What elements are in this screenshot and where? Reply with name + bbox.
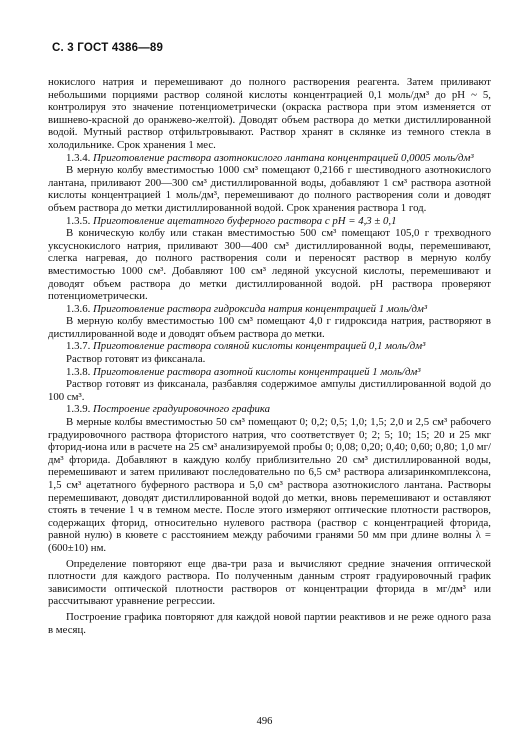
page-header: С. 3 ГОСТ 4386—89: [52, 42, 164, 54]
paragraph: В коническую колбу или стакан вместимостью 500 см³ помещают 105,0 г трехводного уксуснокислого натрия, приливают 300—400 см³ дистиллированной воды, перемешивают, слегка нагревая, до полного растворения соли и переносят раствор в мерную колбу вместимостью 1000 см³. Добавляют 100 см³ ледяной уксусной кислоты, перемешивают и доводят объем раствора до метки дистиллированной водой. pH раствора проверяют потенциометрически.: [48, 227, 491, 303]
paragraph: В мерную колбу вместимостью 100 см³ помещают 4,0 г гидроксида натрия, растворяют в дистиллированной воде и доводят объем раствора до метки.: [48, 315, 491, 340]
section-number: 1.3.6.: [66, 302, 91, 315]
paragraph: Раствор готовят из фиксанала, разбавляя содержимое ампулы дистиллированной водой до 100 см³.: [48, 378, 491, 403]
paragraph: Построение графика повторяют для каждой новой партии реактивов и не реже одного раза в месяц.: [48, 610, 491, 636]
paragraph: В мерные колбы вместимостью 50 см³ помещают 0; 0,2; 0,5; 1,0; 1,5; 2,0 и 2,5 см³ рабочего градуировочного раствора фтористого натрия, что соответствует 0; 2; 5; 10; 15; 20 и 25 мкг фторид-иона или в расчете на 25 см³ анализируемой пробы 0; 0,08; 0,20; 0,40; 0,60; 0,80; 1,0 мг/дм³ фторида. Добавляют в каждую колбу приблизительно 20 см³ дистиллированной воды, перемешивают и затем приливают последовательно по 6,5 см³ раствора ализаринкомплексона, 1,5 см³ ацетатного буферного раствора и 5,0 см³ раствора азотнокислого лантана. Растворы перемешивают, доводят дистиллированной водой до метки, вновь перемешивают и оставляют стоять в течение 1 ч в темном месте. После этого измеряют оптические плотности растворов, содержащих фторид, относительно нулевого раствора (раствор с концентрацией фторида, равной нулю) в кювете с расстоянием между рабочими гранями 50 мм при длине волны λ = (600±10) нм.: [48, 416, 491, 554]
section-title: Приготовление раствора соляной кислоты концентрацией 0,1 моль/дм³: [93, 340, 426, 353]
paragraph: В мерную колбу вместимостью 1000 см³ помещают 0,2166 г шестиводного азотнокислого лантана, приливают 200—300 см³ дистиллированной воды, добавляют 1 см³ раствора азотной кислоты концентрацией 1 моль/дм³, перемешивают до полного растворения соли и доводят объем раствора до метки дистиллированной водой. Срок хранения раствора 1 год.: [48, 164, 491, 214]
section-title: Приготовление раствора азотной кислоты концентрацией 1 моль/дм³: [93, 365, 421, 378]
section-heading: [48, 303, 491, 316]
section-number: 1.3.8.: [66, 365, 91, 378]
section-number: 1.3.5.: [66, 214, 91, 227]
section-number: 1.3.9.: [66, 403, 91, 416]
section-title: Приготовление раствора гидроксида натрия концентрацией 1 моль/дм³: [93, 302, 428, 315]
section-heading: [48, 152, 491, 165]
section-title: Построение градуировочного графика: [93, 403, 271, 416]
page-number: 496: [256, 716, 273, 727]
section-title: Приготовление ацетатного буферного раствора с pH = 4,3 ± 0,1: [93, 214, 397, 227]
paragraph: Определение повторяют еще два-три раза и вычисляют средние значения оптической плотности для каждого раствора. По полученным данным строят градуировочный график зависимости оптической плотности растворов от концентрации фторида в мг/дм³ или рассчитывают уравнение регрессии.: [48, 557, 491, 608]
document-page: [48, 42, 491, 636]
section-heading: [48, 403, 491, 416]
paragraph: нокислого натрия и перемешивают до полного растворения реагента. Затем приливают небольшими порциями раствор соляной кислоты концентрацией 0,1 моль/дм³ до pH ~ 5, контролируя это значение потенциометрически (окраска раствора при этом изменяется от вишнево-красной до оранжево-желтой). Доводят объем раствора до метки дистиллированной водой. Мутный раствор отфильтровывают. Раствор хранят в склянке из темного стекла в холодильнике. Срок хранения 1 мес.: [48, 76, 491, 151]
section-heading: [48, 215, 491, 228]
section-number: 1.3.4.: [66, 151, 91, 164]
section-heading: [48, 366, 491, 379]
section-heading: [48, 340, 491, 353]
section-title: Приготовление раствора азотнокислого лантана концентрацией 0,0005 моль/дм³: [93, 151, 474, 164]
section-number: 1.3.7.: [66, 340, 91, 353]
paragraph: Раствор готовят из фиксанала.: [66, 353, 206, 366]
document-body: [48, 76, 491, 636]
